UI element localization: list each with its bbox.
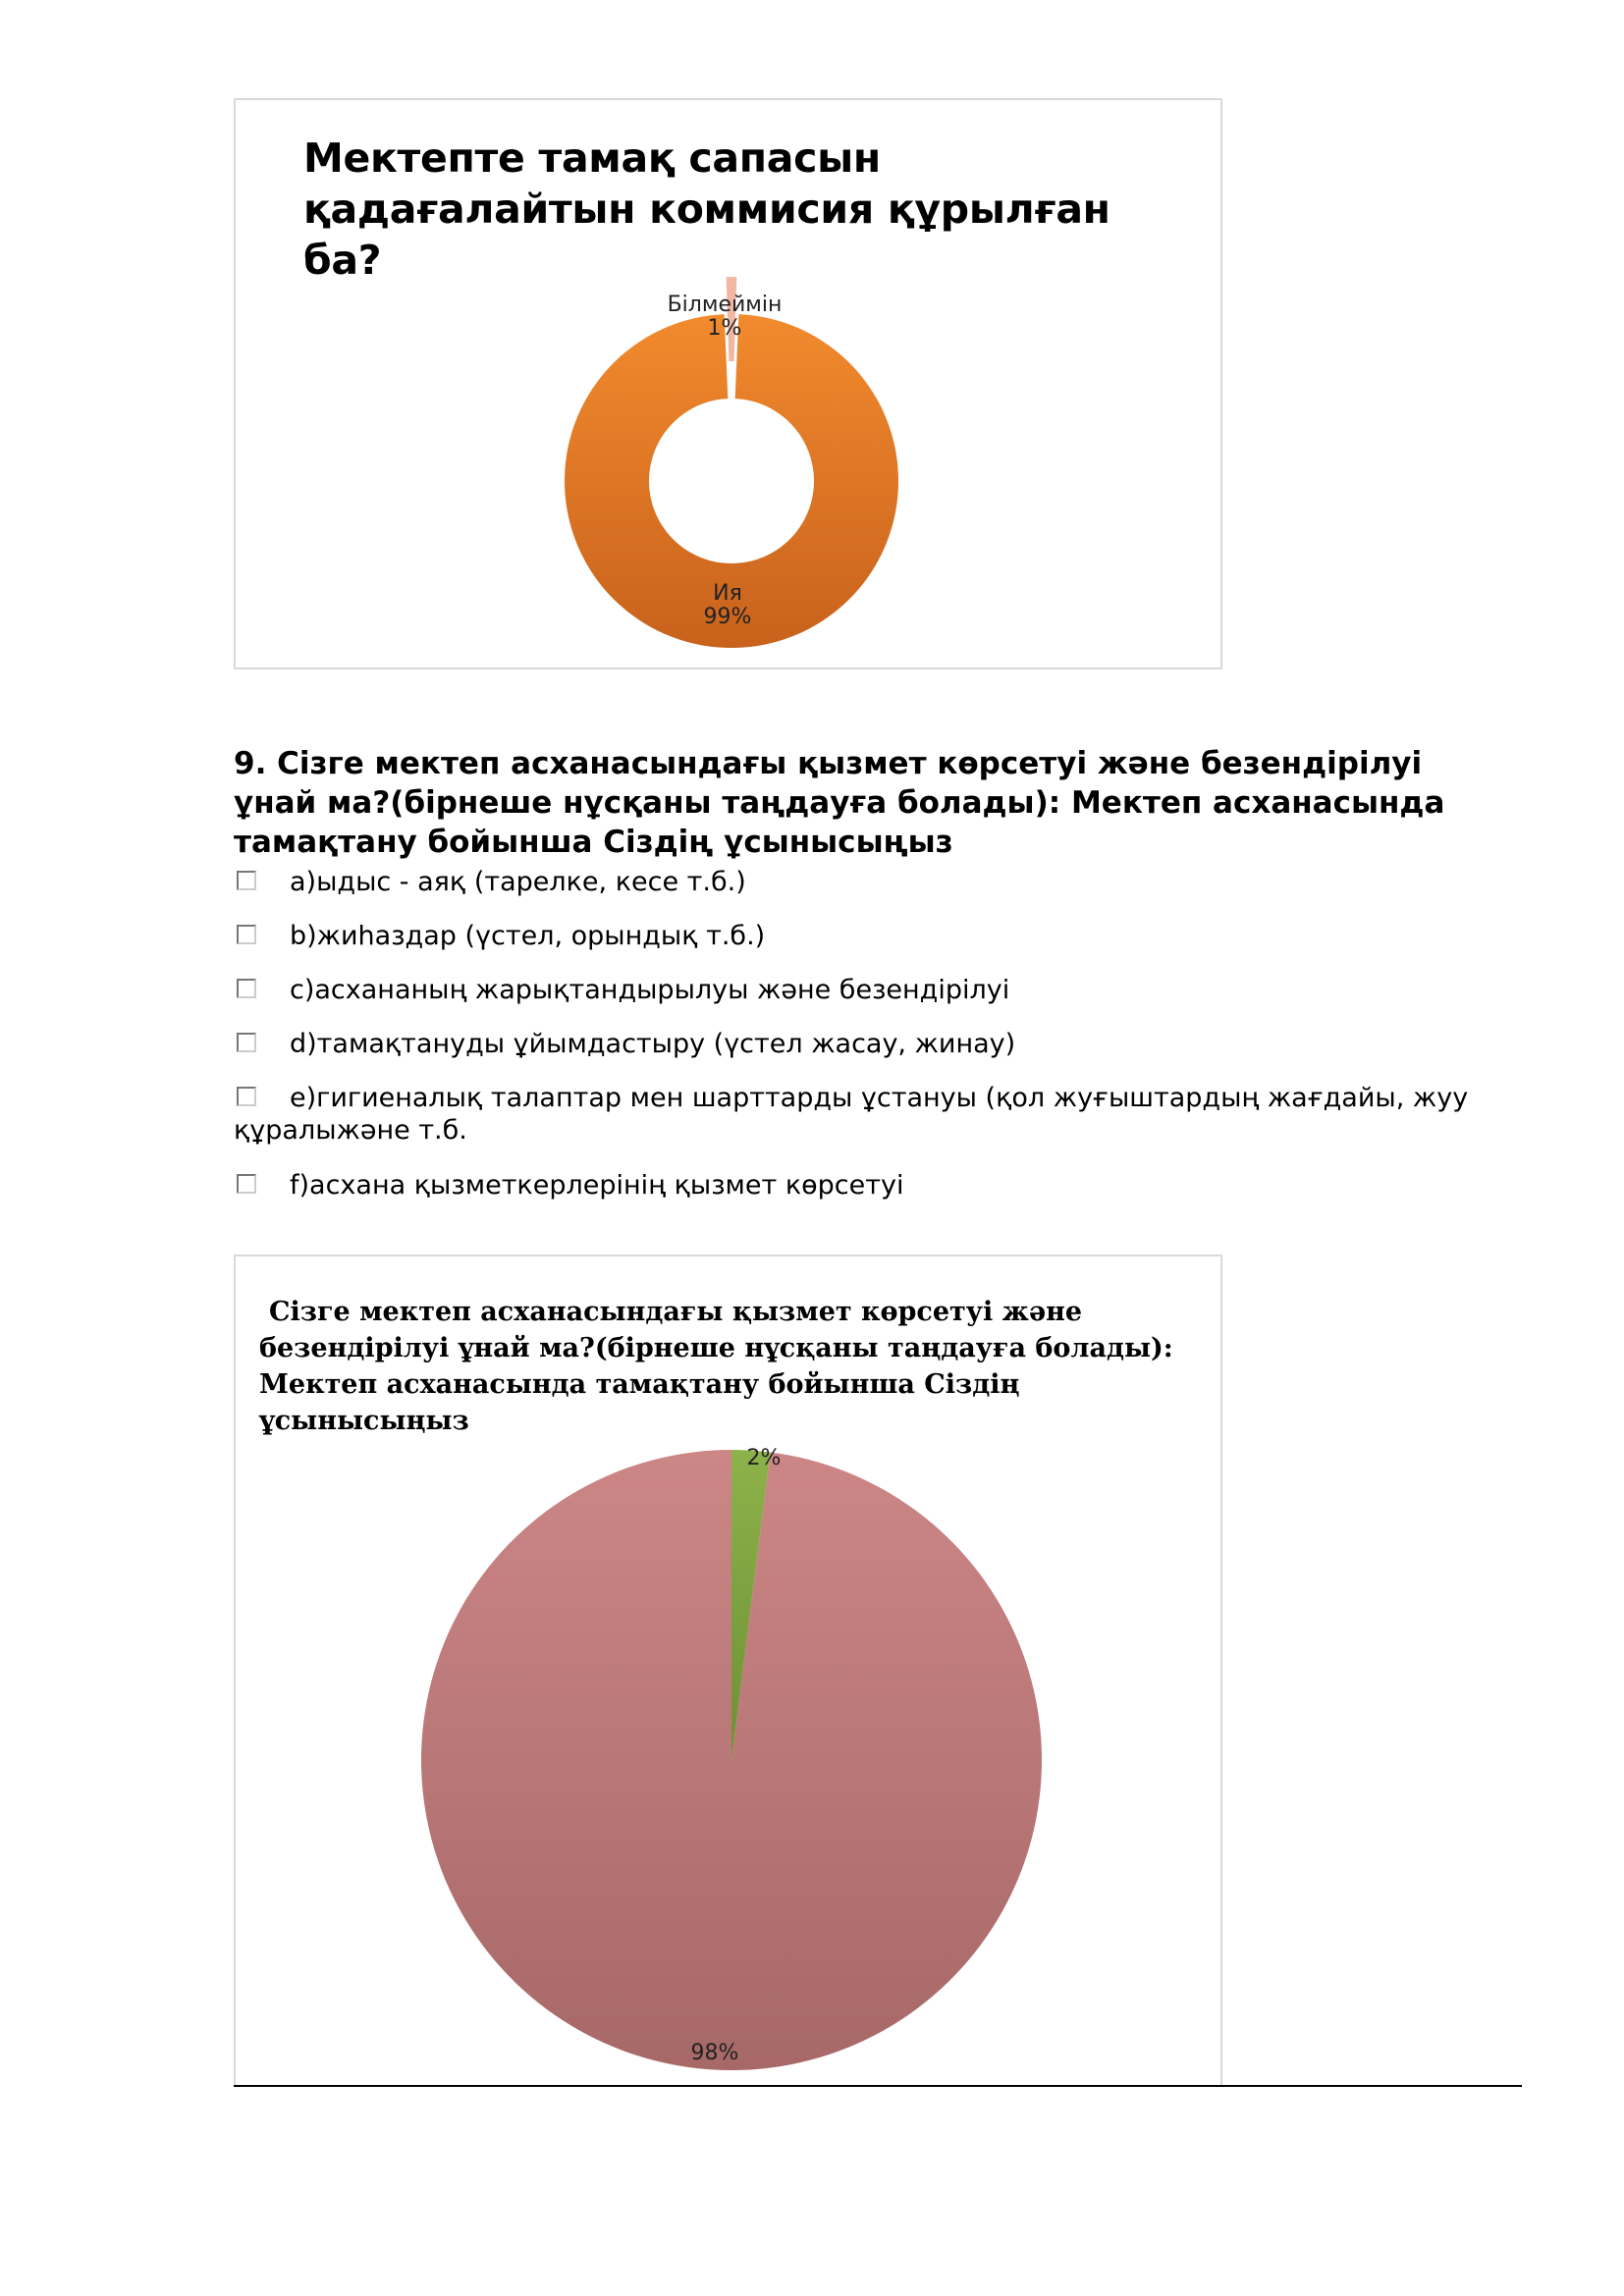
option-label: а)ыдыс - аяқ (тарелке, кесе т.б.): [290, 867, 746, 897]
pie-label-98: 98%: [690, 2041, 739, 2065]
donut-label-iya-line: Ия: [713, 581, 742, 606]
pie-label-2: 2%: [746, 1446, 782, 1470]
chart-title: Мектепте тамақ сапасын қадағалайтын коммисия құрылған ба?: [303, 134, 1110, 284]
commission-donut-chart: [234, 98, 1222, 669]
option-d[interactable]: [234, 1028, 1530, 1082]
option-a[interactable]: [234, 866, 1530, 920]
donut-label-bilmeimin-line: 1%: [707, 316, 742, 341]
question-9-options: [234, 866, 1530, 1208]
chart-title: Сізге мектеп асханасындағы қызмет көрсетуі және безендірілуі ұнай ма?(бірнеше нұсқаны таңдауға болады): Мектеп асханасында тамақтану бойынша Сіздің ұсынысыңыз: [259, 1297, 1173, 1436]
option-label: d)тамақтануды ұйымдастыру (үстел жасау, жинау): [290, 1029, 1016, 1059]
option-checkbox[interactable]: [237, 1174, 256, 1194]
canteen-pie-chart: [234, 1255, 1222, 2087]
option-checkbox[interactable]: [237, 1087, 256, 1106]
option-checkbox[interactable]: [237, 925, 256, 944]
option-label: е)гигиеналық талаптар мен шарттарды ұстануы (қол жуғыштардың жағдайы, жуу құралыжәне т.б.: [234, 1083, 1469, 1146]
question-9-title: 9. Сізге мектеп асханасындағы қызмет көрсетуі және безендірілуі ұнай ма?(бірнеше нұсқаны таңдауға болады): Мектеп асханасында тамақтану бойынша Сіздің ұсынысыңыз: [234, 746, 1445, 860]
option-label: b)жиһаздар (үстел, орындық т.б.): [290, 921, 766, 951]
option-f[interactable]: [234, 1169, 1530, 1208]
option-checkbox[interactable]: [237, 1033, 256, 1052]
option-label: c)асхананың жарықтандырылуы және безендірілуі: [290, 975, 1010, 1005]
option-checkbox[interactable]: [237, 871, 256, 890]
horizontal-rule: [234, 2085, 1522, 2087]
option-e[interactable]: [234, 1082, 1530, 1169]
option-label: f)асхана қызметкерлерінің қызмет көрсетуі: [290, 1170, 904, 1201]
donut-label-iya-line: 99%: [703, 605, 752, 629]
option-checkbox[interactable]: [237, 979, 256, 998]
option-c[interactable]: [234, 974, 1530, 1028]
pie-plot: [236, 1256, 1224, 2089]
donut-label-bilmeimin-line: Білмеймін: [667, 293, 783, 317]
option-b[interactable]: [234, 920, 1530, 974]
donut-plot: [236, 100, 1224, 671]
pie-slice-98: [421, 1450, 1042, 2070]
